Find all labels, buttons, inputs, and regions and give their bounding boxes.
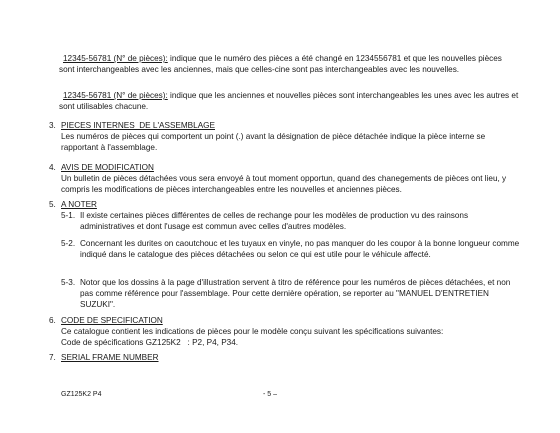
note-1-text: indique que le numéro des pièces a été changé en 1234556781 et que les nouvelles pièces sont interchangeables avec les anciennes, mais que celles-cine sont pas interchangeables avec les nouvelles. bbox=[59, 54, 502, 74]
section-3-number: 3. bbox=[49, 121, 56, 130]
section-6-body: Ce catalogue contient les indications de pièces pour le modèle conçu suivant les spécifications suivantes: bbox=[61, 327, 444, 336]
section-4-title: AVIS DE MODIFICATION bbox=[61, 163, 154, 172]
section-5-title: A NOTER bbox=[61, 200, 97, 209]
section-6-spec-code: Code de spécifications GZ125K2 : P2, P4, P34. bbox=[61, 338, 239, 347]
footer-model-code: GZ125K2 P4 bbox=[61, 391, 102, 398]
note-2-code: 12345-56781 (N° de pièces): bbox=[63, 91, 168, 100]
section-6-number: 6. bbox=[49, 316, 56, 325]
list-item-5-3 bbox=[61, 277, 523, 310]
section-6-title: CODE DE SPECIFICATION bbox=[61, 316, 163, 325]
item-5-1-number: 5-1. bbox=[61, 211, 76, 220]
section-7-number: 7. bbox=[49, 353, 56, 362]
item-5-1-text: Il existe certaines pièces différentes de celles de rechange pour les modèles de production vu des rainsons administratives et dont l'usage est commun avec celles d'autres modèles. bbox=[80, 211, 469, 231]
section-5-number: 5. bbox=[49, 200, 56, 209]
list-item-5-1 bbox=[61, 210, 523, 232]
section-4-body: Un bulletin de pièces détachées vous sera envoyé à tout moment opportun, quand des chanegements de pièces ont lieu, y compris les modifications de pièces interchangeables entre les nouvelles et anciennes pièces. bbox=[61, 174, 507, 194]
note-2 bbox=[59, 90, 519, 112]
footer-page-number: - 5 – bbox=[263, 391, 278, 398]
section-7-title: SERIAL FRAME NUMBER bbox=[61, 353, 159, 362]
section-3-body: Les numéros de pièces qui comportent un point (.) avant la désignation de pièce détachée indique la pièce interne se rapportant à l'assemblage. bbox=[61, 132, 486, 152]
item-5-2-text: Concernant les durites on caoutchouc et les tuyaux en vinyle, no pas manquer do les coupor à la bonne longueur comme indiqué dans le catalogue des pièces détachées ou selon ce qui est utile pour le véhicule affecté. bbox=[80, 239, 520, 259]
note-1-code: 12345-56781 (N° de pièces): bbox=[63, 54, 168, 63]
section-4-number: 4. bbox=[49, 163, 56, 172]
note-2-text: indique que les anciennes et nouvelles pièces sont interchangeables les unes avec les autres et sont utilisables chacune. bbox=[59, 91, 519, 111]
section-3-title: PIECES INTERNES DE L'ASSEMBLAGE bbox=[61, 121, 215, 130]
item-5-3-text: Notor que los dossins à la page d'illustration servent à titro de référence pour les numéros de pièces détachées, et non pas comme référence pour l'assemblage. Pour cette dernière opération, se reporter au "MANUEL D'ENTRETIEN SUZUKI". bbox=[80, 278, 511, 309]
item-5-3-number: 5-3. bbox=[61, 278, 76, 287]
note-1 bbox=[59, 53, 519, 75]
list-item-5-2 bbox=[61, 238, 523, 260]
item-5-2-number: 5-2. bbox=[61, 239, 76, 248]
